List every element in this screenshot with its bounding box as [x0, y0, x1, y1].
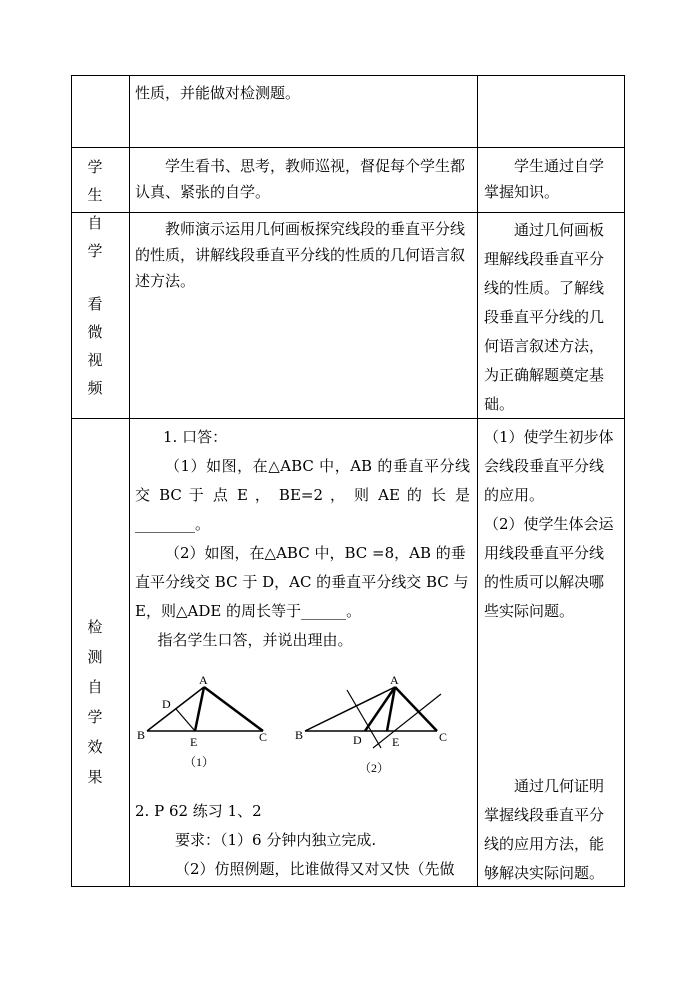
- fig2-label-e: E: [392, 735, 400, 749]
- row2-note: [484, 216, 618, 419]
- row3-label-line2: 自 学: [87, 678, 111, 726]
- row1-label: [76, 153, 122, 265]
- row3-label: [76, 612, 122, 792]
- row1-label-line1: 学 生: [87, 158, 111, 204]
- fig2-label-a: A: [390, 673, 399, 687]
- q2-title: 2. P 62 练习 1、2: [135, 802, 262, 820]
- row1-note-text: 学生通过自学掌握知识。: [484, 157, 605, 201]
- row3-note-1: （1）使学生初步体会线段垂直平分线的应用。: [484, 428, 614, 504]
- q2-requirement-1: 要求：（1）6 分钟内独立完成.: [175, 831, 377, 849]
- row2-label: [76, 290, 122, 402]
- row0-text: 性质，并能做对检测题。: [135, 84, 301, 102]
- q1-part2: （2）如图，在△ABC 中，BC =8，AB 的垂直平分线交 BC 于 D，AC 的垂直平分线交 BC 与 E，则△ADE 的周长等于______。: [135, 544, 469, 620]
- fig1-label-a: A: [199, 673, 208, 687]
- figure-2: [295, 673, 447, 775]
- q1-part1: （1）如图，在△ABC 中，AB 的垂直平分线 交 BC 于 点 E ， BE=2 ， 则 AE 的 长 是________。: [135, 457, 470, 533]
- row2-text: 教师演示运用几何画板探究线段的垂直平分线的性质，讲解线段垂直平分线的性质的几何语言叙述方法。: [135, 220, 466, 290]
- row1-label-line2: 自 学: [87, 214, 111, 260]
- row3-note-3: 通过几何证明掌握线段垂直平分线的应用方法，能够解决实际问题。: [484, 777, 605, 882]
- q1-answer: 指名学生口答，并说出理由。: [157, 631, 353, 649]
- q1-title: 1. 口答：: [163, 428, 228, 446]
- fig1-label-b: B: [137, 728, 146, 742]
- row2-label-line1: 看 微: [87, 295, 111, 341]
- fig2-label-b: B: [295, 728, 304, 742]
- row1-note: [484, 153, 618, 205]
- row-divider-2: [71, 212, 625, 213]
- row3-content: [135, 423, 470, 655]
- row0-content: [135, 80, 470, 106]
- row2-content: [135, 216, 470, 294]
- fig2-label-d: D: [353, 733, 362, 747]
- row3-note-lower: [484, 772, 618, 888]
- fig1-caption: （1）: [184, 755, 215, 769]
- row2-note-text: 通过几何画板理解线段垂直平分线的性质。了解线段垂直平分线的几何语言叙述方法，为正确解题奠定基础。: [484, 221, 605, 413]
- row1-content: [135, 153, 470, 205]
- fig1-label-d: D: [162, 697, 171, 711]
- table-border-left: [71, 75, 72, 887]
- table-border-top: [71, 75, 625, 76]
- fig1-label-c: C: [259, 730, 268, 744]
- q2-requirement-2: （2）仿照例题，比谁做得又对又快（先做: [175, 860, 455, 878]
- geometry-figures: [129, 672, 475, 782]
- row1-text: 学生看书、思考，教师巡视，督促每个学生都认真、紧张的自学。: [135, 157, 466, 201]
- figure-1: [137, 673, 267, 769]
- row2-label-line2: 视 频: [87, 351, 111, 397]
- fig2-caption: （2）: [359, 761, 390, 775]
- table-border-right: [624, 75, 625, 887]
- row3-content-lower: [135, 797, 473, 884]
- fig2-label-c: C: [439, 730, 448, 744]
- table-divider-2: [477, 75, 478, 887]
- row3-note: [484, 423, 618, 626]
- row3-label-line3: 效 果: [87, 738, 111, 786]
- row-divider-1: [71, 147, 625, 148]
- row3-note-2: （2）使学生体会运用线段垂直平分线的性质可以解决哪些实际问题。: [484, 515, 614, 620]
- fig1-label-e: E: [190, 735, 198, 749]
- row3-label-line1: 检 测: [87, 618, 111, 666]
